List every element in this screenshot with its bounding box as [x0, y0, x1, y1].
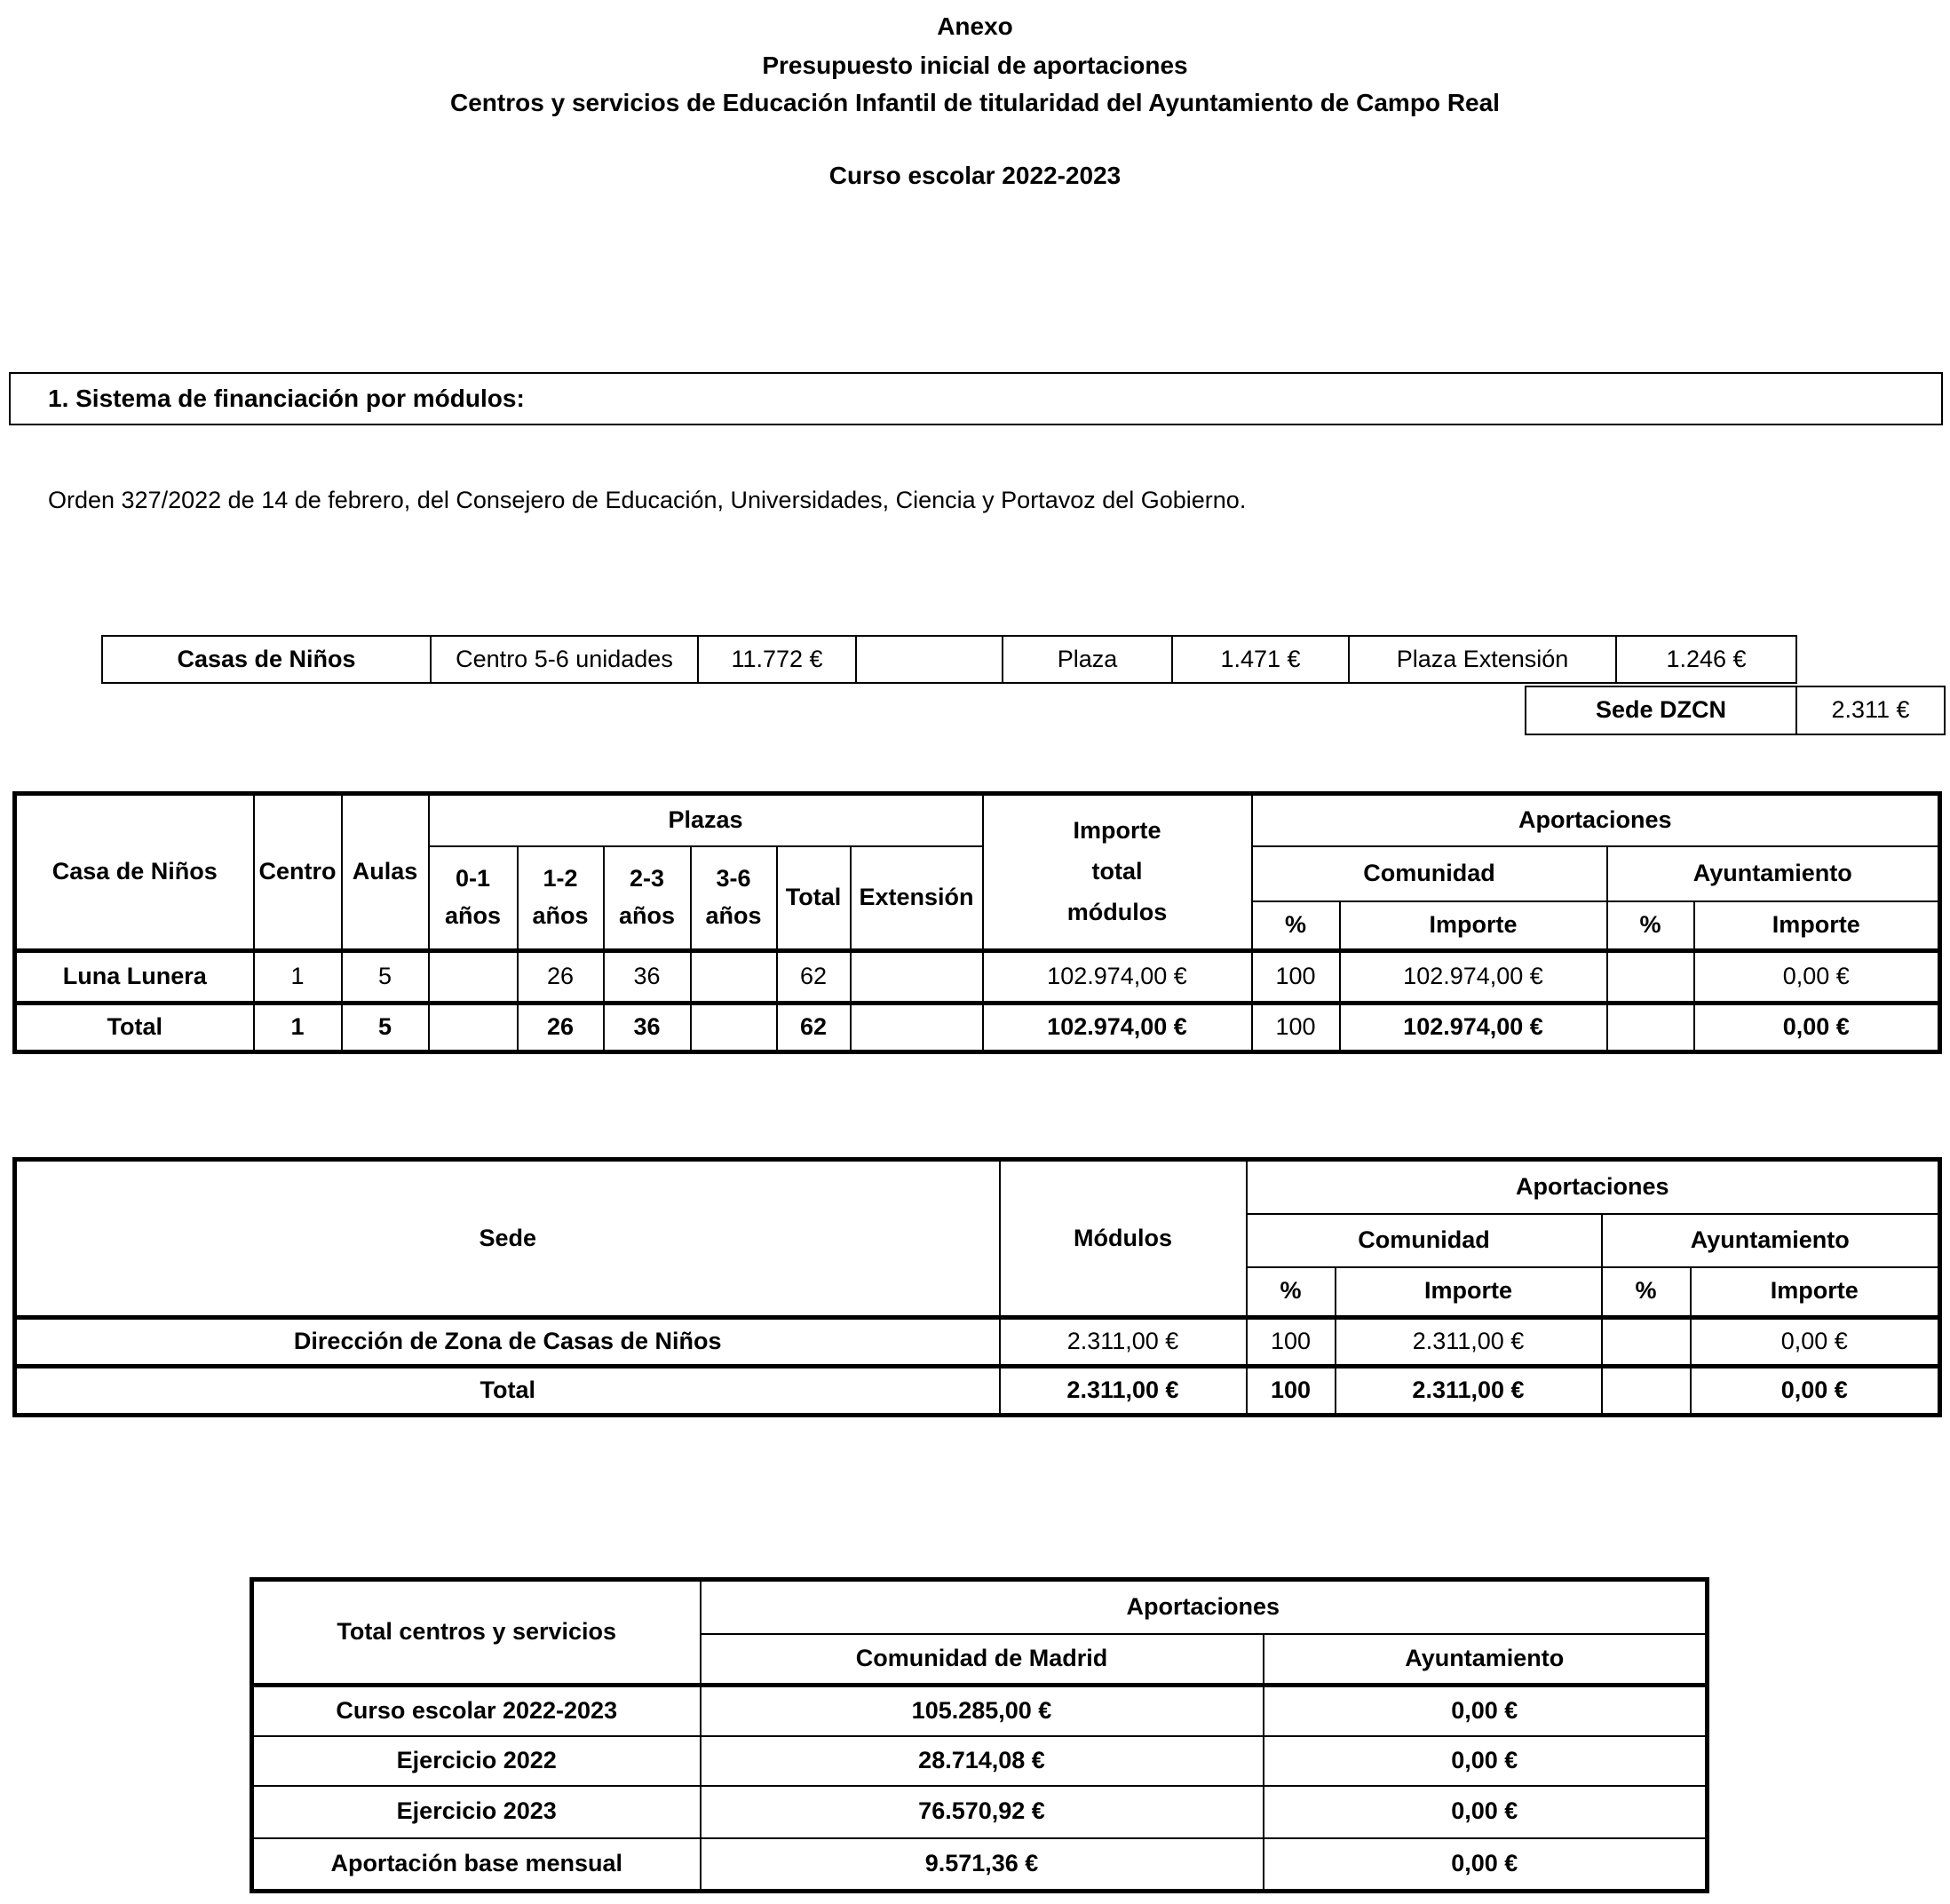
total-modulos: 2.311,00 € [1000, 1367, 1247, 1416]
total-extension [851, 1004, 983, 1052]
col-header-comunidad: Comunidad [1247, 1214, 1602, 1267]
rates-label: Casas de Niños [102, 636, 431, 683]
col-header-ayuntamiento: Ayuntamiento [1264, 1634, 1708, 1686]
module-rates-table [101, 635, 1797, 684]
center-3-6 [691, 951, 777, 1004]
row-ayuntamiento-value: 0,00 € [1264, 1686, 1708, 1736]
sede-ayto-pct [1602, 1318, 1691, 1367]
sede-com-importe: 2.311,00 € [1336, 1318, 1602, 1367]
doc-title-presupuesto: Presupuesto inicial de aportaciones [762, 52, 1188, 79]
col-header-ayto-pct: % [1607, 901, 1694, 951]
col-header-aportaciones: Aportaciones [701, 1580, 1708, 1634]
total-3-6 [691, 1004, 777, 1052]
col-header-total: Total [777, 846, 851, 951]
col-header-ayuntamiento: Ayuntamiento [1602, 1214, 1940, 1267]
col-header-com-pct: % [1252, 901, 1340, 951]
total-2-3: 36 [604, 1004, 691, 1052]
center-extension [851, 951, 983, 1004]
center-com-importe: 102.974,00 € [1340, 951, 1607, 1004]
col-header-importe-total: Importe total módulos [983, 794, 1252, 951]
sede-name: Dirección de Zona de Casas de Niños [15, 1318, 1000, 1367]
totals-table [250, 1577, 1709, 1893]
col-header-com-pct: % [1247, 1267, 1336, 1318]
centers-financing-table [12, 791, 1942, 1054]
col-header-0-1: 0-1 años [429, 846, 518, 951]
col-header-comunidad-madrid: Comunidad de Madrid [701, 1634, 1264, 1686]
rates-centro-value: 11.772 € [698, 636, 856, 683]
center-0-1 [429, 951, 518, 1004]
sede-rate-table [1525, 686, 1946, 735]
center-1-2: 26 [518, 951, 604, 1004]
sede-financing-table [12, 1157, 1942, 1417]
sede-ayto-importe: 0,00 € [1691, 1318, 1940, 1367]
total-com-importe: 102.974,00 € [1340, 1004, 1607, 1052]
col-header-1-2: 1-2 años [518, 846, 604, 951]
table-total-row [15, 1367, 1940, 1416]
col-header-centro: Centro [254, 794, 342, 951]
section-1-heading: 1. Sistema de financiación por módulos: [9, 372, 1943, 425]
col-header-aportaciones: Aportaciones [1247, 1160, 1940, 1214]
center-importe-total: 102.974,00 € [983, 951, 1252, 1004]
col-header-com-importe: Importe [1336, 1267, 1602, 1318]
table-row [252, 1838, 1708, 1892]
center-aulas: 5 [342, 951, 429, 1004]
total-ayto-pct [1602, 1367, 1691, 1416]
col-header-2-3: 2-3 años [604, 846, 691, 951]
center-ayto-pct [1607, 951, 1694, 1004]
table-total-row [15, 1004, 1940, 1052]
total-aulas: 5 [342, 1004, 429, 1052]
col-header-3-6: 3-6 años [691, 846, 777, 951]
table-row [252, 1736, 1708, 1786]
col-header-extension: Extensión [851, 846, 983, 951]
total-ayto-importe: 0,00 € [1694, 1004, 1940, 1052]
center-com-pct: 100 [1252, 951, 1340, 1004]
col-header-sede: Sede [15, 1160, 1000, 1318]
rates-sede-label: Sede DZCN [1526, 686, 1796, 734]
table-row [15, 1318, 1940, 1367]
center-ayto-importe: 0,00 € [1694, 951, 1940, 1004]
row-label: Aportación base mensual [252, 1838, 701, 1892]
col-header-plazas: Plazas [429, 794, 983, 846]
total-com-pct: 100 [1252, 1004, 1340, 1052]
rates-plaza-value: 1.471 € [1172, 636, 1349, 683]
doc-title-anexo: Anexo [937, 12, 1013, 40]
sede-com-pct: 100 [1247, 1318, 1336, 1367]
total-total-plazas: 62 [777, 1004, 851, 1052]
doc-title-centros: Centros y servicios de Educación Infantil de titularidad del Ayuntamiento de Campo Real [450, 89, 1500, 116]
total-ayto-pct [1607, 1004, 1694, 1052]
row-label: Ejercicio 2023 [252, 1786, 701, 1838]
col-header-aulas: Aulas [342, 794, 429, 951]
total-1-2: 26 [518, 1004, 604, 1052]
col-header-total-centros: Total centros y servicios [252, 1580, 701, 1686]
sede-modulos: 2.311,00 € [1000, 1318, 1247, 1367]
total-importe-total: 102.974,00 € [983, 1004, 1252, 1052]
col-header-modulos: Módulos [1000, 1160, 1247, 1318]
row-ayuntamiento-value: 0,00 € [1264, 1786, 1708, 1838]
col-header-aportaciones: Aportaciones [1252, 794, 1940, 846]
row-comunidad-value: 9.571,36 € [701, 1838, 1264, 1892]
total-label: Total [15, 1367, 1000, 1416]
rates-plaza-ext-value: 1.246 € [1616, 636, 1796, 683]
total-com-importe: 2.311,00 € [1336, 1367, 1602, 1416]
order-reference-text: Orden 327/2022 de 14 de febrero, del Consejero de Educación, Universidades, Ciencia y Portavoz del Gobierno. [48, 487, 1247, 513]
table-row [252, 1786, 1708, 1838]
rates-centro-label: Centro 5-6 unidades [431, 636, 698, 683]
col-header-ayto-importe: Importe [1691, 1267, 1940, 1318]
total-label: Total [15, 1004, 254, 1052]
row-comunidad-value: 105.285,00 € [701, 1686, 1264, 1736]
col-header-comunidad: Comunidad [1252, 846, 1607, 901]
col-header-ayuntamiento: Ayuntamiento [1607, 846, 1940, 901]
row-ayuntamiento-value: 0,00 € [1264, 1838, 1708, 1892]
col-header-ayto-importe: Importe [1694, 901, 1940, 951]
row-comunidad-value: 28.714,08 € [701, 1736, 1264, 1786]
center-name: Luna Lunera [15, 951, 254, 1004]
center-centro: 1 [254, 951, 342, 1004]
total-com-pct: 100 [1247, 1367, 1336, 1416]
rates-empty-cell [856, 636, 1003, 683]
row-label: Curso escolar 2022-2023 [252, 1686, 701, 1736]
rates-plaza-label: Plaza [1003, 636, 1172, 683]
col-header-com-importe: Importe [1340, 901, 1607, 951]
row-comunidad-value: 76.570,92 € [701, 1786, 1264, 1838]
rates-plaza-ext-label: Plaza Extensión [1349, 636, 1616, 683]
total-ayto-importe: 0,00 € [1691, 1367, 1940, 1416]
center-total-plazas: 62 [777, 951, 851, 1004]
doc-title-curso: Curso escolar 2022-2023 [828, 162, 1122, 189]
total-0-1 [429, 1004, 518, 1052]
rates-sede-value: 2.311 € [1796, 686, 1945, 734]
col-header-ayto-pct: % [1602, 1267, 1691, 1318]
total-centro: 1 [254, 1004, 342, 1052]
table-row [252, 1686, 1708, 1736]
row-label: Ejercicio 2022 [252, 1736, 701, 1786]
table-row [15, 951, 1940, 1004]
row-ayuntamiento-value: 0,00 € [1264, 1736, 1708, 1786]
col-header-casa: Casa de Niños [15, 794, 254, 951]
center-2-3: 36 [604, 951, 691, 1004]
